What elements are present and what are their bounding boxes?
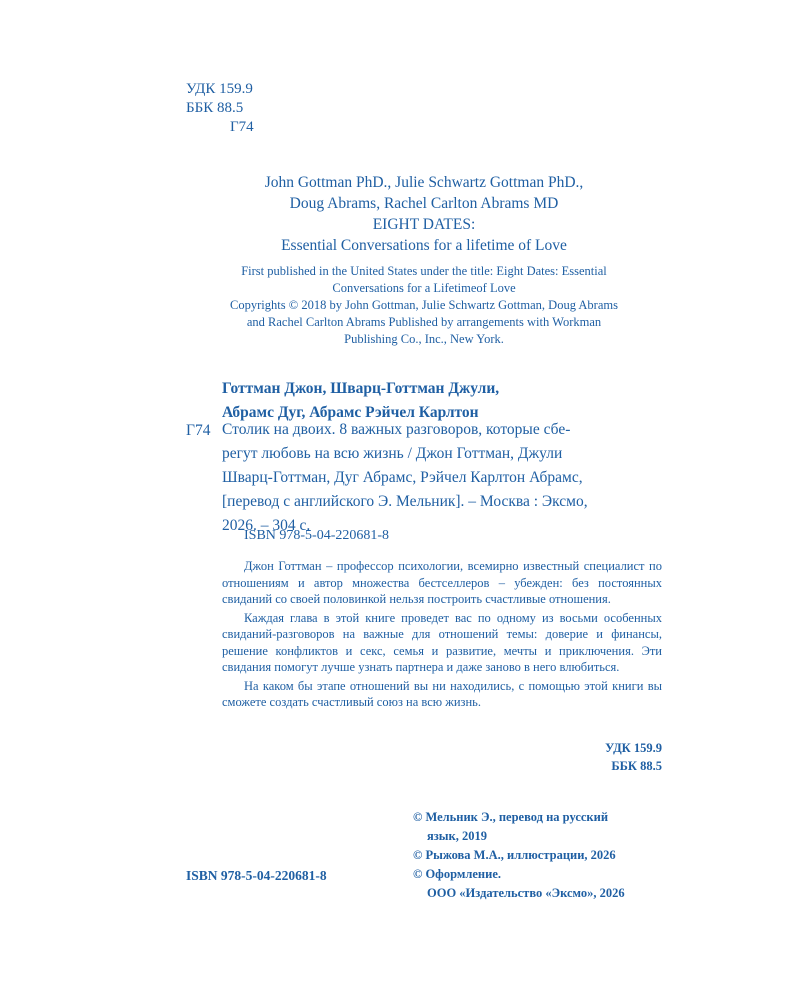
annotation-paragraph-2: Каждая глава в этой книге проведет вас по одному из восьми особенных свиданий-разговоров на важные для отношений темы: доверие и финансы, решение конфликтов и секс, семья и развитие, мечты и приключения. Эти свидания помогут лучше узнать партнера и даже заново в него влюбиться.	[222, 610, 662, 674]
first-published-line-5: Publishing Co., Inc., New York.	[344, 332, 504, 346]
first-published-line-2: Conversations for a Lifetimeof Love	[332, 281, 516, 295]
bbk-code: ББК 88.5	[186, 100, 244, 116]
record-line-3: Шварц-Готтман, Дуг Абрамс, Рэйчел Карлтон Абрамс,	[222, 469, 583, 486]
copyright-translation	[413, 808, 663, 846]
first-published-block	[186, 263, 662, 348]
original-authors-line-1: John Gottman PhD., Julie Schwartz Gottman PhD.,	[264, 174, 584, 191]
copyright-block	[413, 808, 663, 903]
copyright-translation-line-1: © Мельник Э., перевод на русский	[413, 810, 609, 824]
copyright-illustrations: © Рыжова М.А., иллюстрации, 2026	[413, 848, 616, 862]
footer-udk-code: УДК 159.9	[605, 741, 662, 755]
copyright-design: © Оформление.	[413, 867, 502, 881]
udk-code: УДК 159.9	[186, 81, 253, 97]
author-mark: Г74	[230, 119, 254, 135]
footer-bbk-code: ББК 88.5	[611, 759, 662, 773]
first-published-line-4: and Rachel Carlton Abrams Published by arrangements with Workman	[246, 315, 602, 329]
record-authors-line-2: Абрамс Дуг, Абрамс Рэйчел Карлтон	[222, 404, 479, 421]
footer-classification-codes	[560, 739, 662, 775]
record-author-mark: Г74	[186, 422, 211, 439]
first-published-line-3: Copyrights © 2018 by John Gottman, Julie Schwartz Gottman, Doug Abrams	[230, 298, 618, 312]
classification-codes	[186, 80, 254, 137]
original-authors-line-2: Doug Abrams, Rachel Carlton Abrams MD	[289, 195, 559, 212]
bottom-isbn: ISBN 978-5-04-220681-8	[186, 868, 327, 883]
record-authors-line-1: Готтман Джон, Шварц-Готтман Джули,	[222, 380, 500, 397]
annotation-paragraph-1: Джон Готтман – профессор психологии, всемирно известный специалист по отношениям и автор множества бестселлеров – убежден: без постоянных свиданий со своей половинкой нельзя построить счастливые отношения.	[222, 559, 662, 606]
record-isbn: ISBN 978-5-04-220681-8	[244, 528, 390, 543]
original-subtitle: Essential Conversations for a lifetime of Love	[281, 237, 567, 254]
copyright-translation-line-2: язык, 2019	[427, 829, 487, 843]
annotation-paragraph-3: На каком бы этапе отношений вы ни находились, с помощью этой книги вы сможете создать счастливый союз на всю жизнь.	[222, 678, 662, 709]
annotation	[222, 558, 662, 711]
original-edition-block	[186, 172, 662, 256]
record-line-4: [перевод с английского Э. Мельник]. – Москва : Эксмо,	[222, 493, 588, 510]
original-title: EIGHT DATES:	[372, 216, 476, 233]
bibliographic-record	[222, 418, 662, 538]
record-line-5: 2026. – 304 с.	[222, 517, 311, 534]
record-line-1: Столик на двоих. 8 важных разговоров, которые сбе-	[222, 421, 571, 438]
copyright-publisher: ООО «Издательство «Эксмо», 2026	[427, 886, 625, 900]
record-line-2: регут любовь на всю жизнь / Джон Готтман, Джули	[222, 445, 563, 462]
first-published-line-1: First published in the United States under the title: Eight Dates: Essential	[241, 264, 607, 278]
